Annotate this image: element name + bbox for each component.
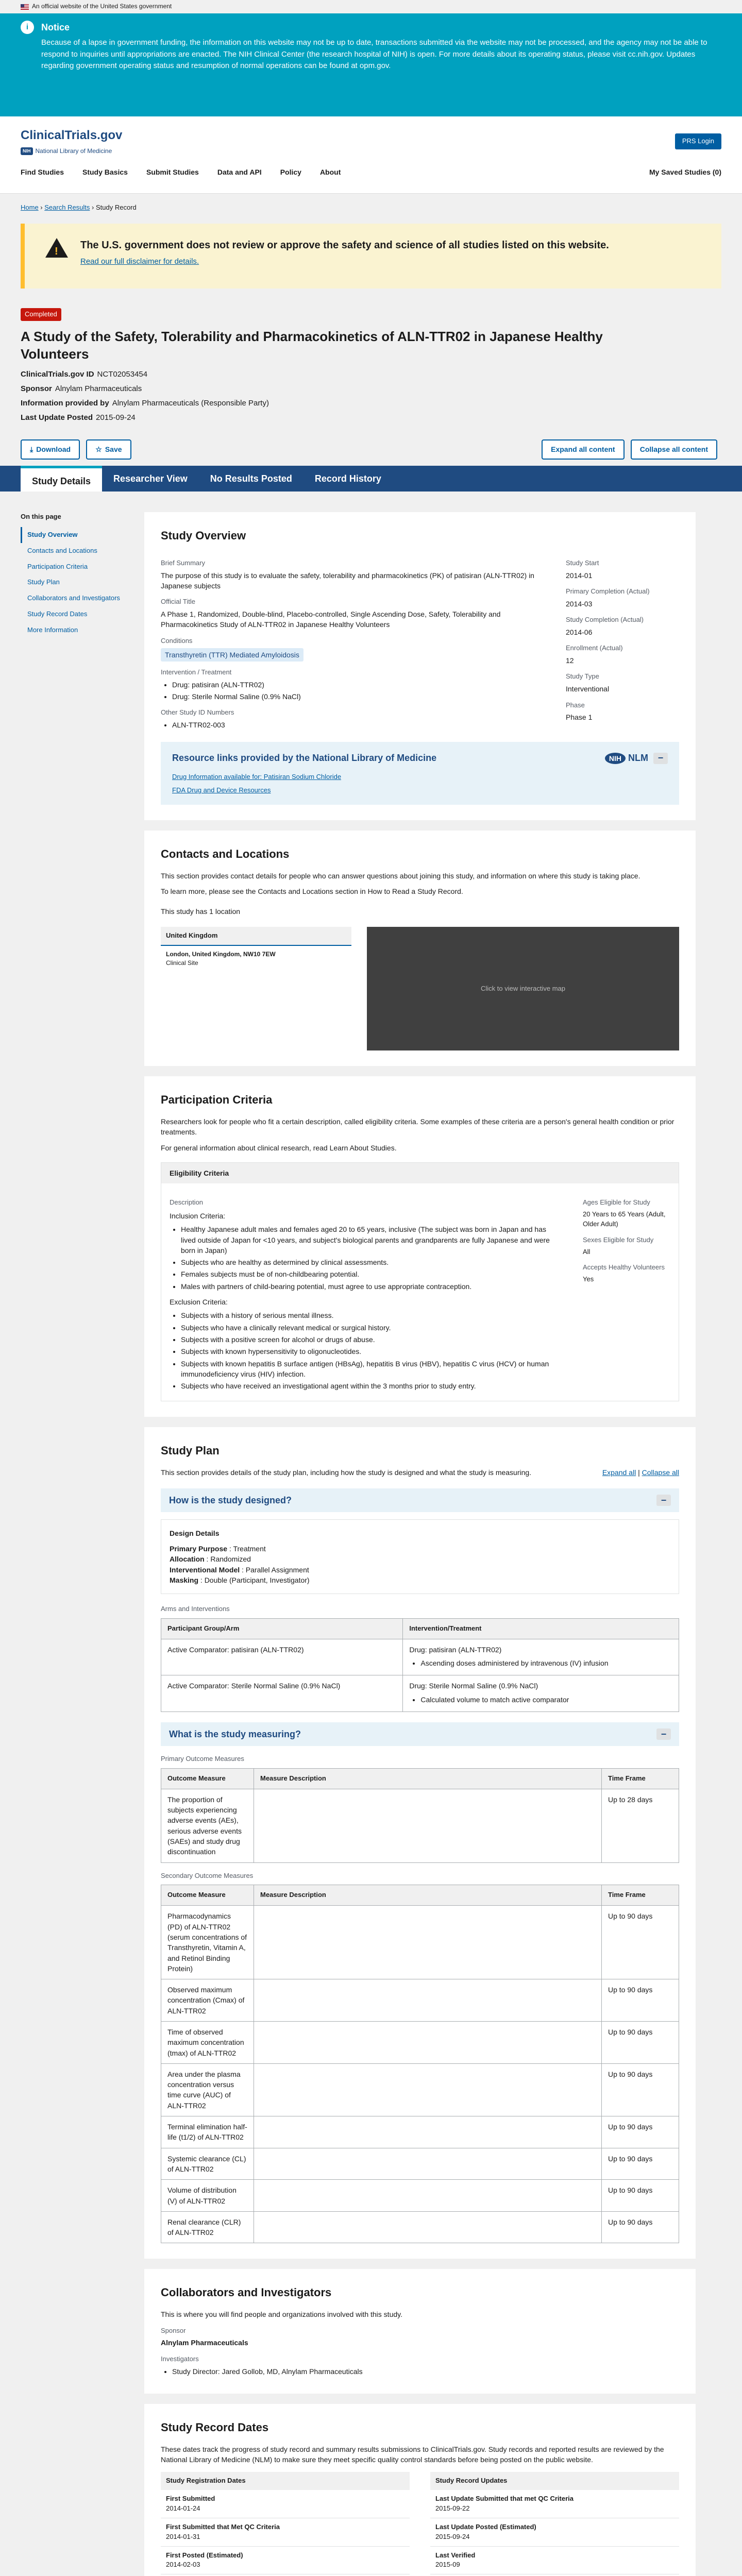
nav-submit-studies[interactable]: Submit Studies bbox=[146, 168, 199, 177]
disclaimer-link[interactable]: Read our full disclaimer for details. bbox=[80, 257, 199, 266]
sidebar-item-dates[interactable]: Study Record Dates bbox=[27, 610, 88, 618]
volunteers-label: Accepts Healthy Volunteers bbox=[583, 1263, 665, 1272]
table-row bbox=[161, 2063, 679, 2116]
fact-label: Study Start bbox=[566, 558, 599, 567]
registration-header: Study Registration Dates bbox=[161, 2472, 410, 2490]
measure-cell: Terminal elimination half-life (t1/2) of ALN-TTR02 bbox=[161, 2116, 254, 2148]
collaborators-section bbox=[144, 2269, 696, 2393]
brief-label: Brief Summary bbox=[161, 558, 205, 567]
exclusion-item: • Subjects with known hypersensitivity to oligonucleotides. bbox=[181, 1346, 562, 1357]
updated-label: Last Update Posted bbox=[21, 413, 93, 422]
plan-expand-all[interactable]: Expand all bbox=[602, 1468, 636, 1477]
updated-value: 2015-09-24 bbox=[96, 413, 136, 422]
conditions-label: Conditions bbox=[161, 636, 193, 645]
date-value: 2015-09-22 bbox=[435, 2504, 470, 2513]
outcome-col-header: Measure Description bbox=[254, 1769, 602, 1789]
overview-title: Study Overview bbox=[161, 529, 246, 542]
description-cell bbox=[254, 2116, 602, 2148]
location-sub: Clinical Site bbox=[166, 959, 198, 967]
nlm-logo-icon: NIH bbox=[605, 753, 626, 764]
inclusion-item: • Males with partners of child-bearing potential, must agree to use appropriate contraception. bbox=[181, 1281, 562, 1292]
notice-text: Because of a lapse in government funding, the information on this website may not be up to date, transactions submitted via the website may not be processed, and the agency may not be able to respond to inquiries until appropriations are enacted. The NIH Clinical Center (the research hospital of NIH) is open. For more details about its operating status, please visit cc.nih.gov. Updates regarding government operating status and resumption of normal operations can be found at opm.gov. bbox=[41, 38, 707, 71]
fact-value: 2014-01 bbox=[566, 571, 593, 580]
eligibility-title: Eligibility Criteria bbox=[161, 1163, 679, 1183]
timeframe-cell: Up to 90 days bbox=[602, 2148, 679, 2180]
exclusion-item: • Subjects with a positive screen for alcohol or drugs of abuse. bbox=[181, 1334, 562, 1345]
date-row bbox=[430, 2518, 679, 2547]
secondary-outcome-table bbox=[161, 1885, 679, 2243]
description-cell bbox=[254, 2211, 602, 2243]
location-text: London, United Kingdom, NW10 7EW bbox=[166, 950, 276, 958]
tab-researcher-view[interactable]: Researcher View bbox=[113, 473, 188, 484]
sidebar-item-contacts[interactable]: Contacts and Locations bbox=[27, 546, 97, 554]
table-row bbox=[161, 1906, 679, 1979]
intervention-detail: • Calculated volume to match active comparator bbox=[420, 1694, 672, 1705]
timeframe-cell: Up to 90 days bbox=[602, 2021, 679, 2063]
info-label: Information provided by bbox=[21, 398, 109, 408]
outcome-col-header: Outcome Measure bbox=[161, 1885, 254, 1906]
contacts-section bbox=[144, 831, 696, 1066]
timeframe-cell: Up to 90 days bbox=[602, 1979, 679, 2022]
inclusion-item: • Subjects who are healthy as determined by clinical assessments. bbox=[181, 1257, 562, 1267]
notice-banner bbox=[0, 13, 742, 116]
date-row bbox=[161, 2547, 410, 2575]
breadcrumb: Home › Search Results › Study Record bbox=[21, 204, 137, 211]
download-button[interactable] bbox=[21, 439, 80, 459]
date-key: Last Update Submitted that met QC Criteria bbox=[435, 2495, 574, 2503]
table-row bbox=[161, 1675, 679, 1712]
country-header: United Kingdom bbox=[161, 927, 351, 946]
table-row bbox=[161, 1789, 679, 1862]
other-ids-label: Other Study ID Numbers bbox=[161, 708, 234, 717]
download-icon: ⤓ bbox=[30, 445, 33, 454]
design-key: Primary Purpose bbox=[170, 1545, 228, 1553]
plan-intro: This section provides details of the study plan, including how the study is designed and what the study is measuring. bbox=[161, 1468, 532, 1477]
volunteers-value: Yes bbox=[583, 1275, 594, 1283]
measure-cell: Area under the plasma concentration versus time curve (AUC) of ALN-TTR02 bbox=[161, 2063, 254, 2116]
fda-link[interactable]: FDA Drug and Device Resources bbox=[172, 786, 271, 794]
design-key: Interventional Model bbox=[170, 1565, 240, 1574]
measure-cell: Renal clearance (CLR) of ALN-TTR02 bbox=[161, 2211, 254, 2243]
brief-summary: The purpose of this study is to evaluate the safety, tolerability and pharmacokinetics (PK) of patisiran (ALN-TTR02) in Japanese subjects bbox=[161, 571, 534, 590]
main-nav bbox=[21, 167, 721, 177]
breadcrumb-current: Study Record bbox=[95, 204, 137, 211]
collab-sponsor-label: Sponsor bbox=[161, 2326, 186, 2334]
date-key: Last Verified bbox=[435, 2551, 476, 2559]
measure-cell: Observed maximum concentration (Cmax) of ALN-TTR02 bbox=[161, 1979, 254, 2022]
design-value: Randomized bbox=[210, 1555, 251, 1564]
study-id-row bbox=[21, 369, 721, 380]
ages-value: 20 Years to 65 Years (Adult, Older Adult) bbox=[583, 1210, 666, 1228]
design-accordion[interactable] bbox=[161, 1488, 679, 1512]
design-row: Primary Purpose : Treatment bbox=[170, 1545, 266, 1553]
measure-accordion[interactable] bbox=[161, 1722, 679, 1746]
plan-collapse-all[interactable]: Collapse all bbox=[642, 1468, 679, 1477]
design-key: Masking bbox=[170, 1575, 199, 1584]
description-cell bbox=[254, 1789, 602, 1862]
sponsor-label: Sponsor bbox=[21, 384, 52, 394]
intervention-item: • Drug: patisiran (ALN-TTR02) bbox=[172, 680, 545, 690]
study-header bbox=[0, 289, 742, 466]
inclusion-item: • Females subjects must be of non-childbearing potential. bbox=[181, 1269, 562, 1279]
date-row bbox=[161, 2490, 410, 2518]
timeframe-cell: Up to 90 days bbox=[602, 2063, 679, 2116]
description-cell bbox=[254, 1979, 602, 2022]
timeframe-cell: Up to 90 days bbox=[602, 2211, 679, 2243]
date-value: 2014-01-31 bbox=[166, 2532, 200, 2540]
table-row bbox=[161, 2116, 679, 2148]
updated-row bbox=[21, 412, 721, 423]
contacts-learn-link[interactable]: To learn more, please see the Contacts and Locations section in How to Read a Study Record. bbox=[161, 887, 463, 896]
date-value: 2015-09-24 bbox=[435, 2532, 470, 2540]
condition-chip[interactable]: Transthyretin (TTR) Mediated Amyloidosis bbox=[161, 648, 303, 662]
resources-title: Resource links provided by the National Library of Medicine bbox=[172, 753, 437, 764]
inclusion-item: • Healthy Japanese adult males and females aged 20 to 65 years, inclusive (The subject was born in Japan and has lived outside of Japan for <10 years, and subject's biological parents and grandparents are fully Japanese and were born in Japan) bbox=[181, 1224, 562, 1256]
study-tabs bbox=[0, 466, 742, 492]
dates-title: Study Record Dates bbox=[161, 2420, 269, 2434]
table-row bbox=[161, 2021, 679, 2063]
nav-find-studies[interactable]: Find Studies bbox=[21, 168, 64, 177]
location-map[interactable] bbox=[367, 927, 679, 1050]
investigator-item: • Study Director: Jared Gollob, MD, Alnylam Pharmaceuticals bbox=[172, 2366, 679, 2377]
collapse-icon: − bbox=[656, 1728, 671, 1740]
primary-outcome-table bbox=[161, 1768, 679, 1863]
save-label: Save bbox=[105, 445, 122, 454]
criteria-intro: Researchers look for people who fit a certain description, called eligibility criteria. Some examples of these criteria are a person's general health condition or prior treatments. bbox=[161, 1117, 674, 1137]
design-value: Double (Participant, Investigator) bbox=[204, 1575, 310, 1584]
intervention-detail: • Ascending doses administered by intravenous (IV) infusion bbox=[420, 1658, 672, 1668]
other-id-item: • ALN-TTR02-003 bbox=[172, 720, 545, 730]
design-row: Interventional Model : Parallel Assignment bbox=[170, 1565, 309, 1574]
timeframe-cell: Up to 90 days bbox=[602, 2116, 679, 2148]
study-overview-section bbox=[144, 512, 696, 820]
id-label: ClinicalTrials.gov ID bbox=[21, 370, 94, 379]
table-row bbox=[161, 2211, 679, 2243]
timeframe-cell: Up to 90 days bbox=[602, 1906, 679, 1979]
table-row bbox=[161, 2180, 679, 2212]
sidebar-title: On this page bbox=[21, 513, 61, 520]
breadcrumb-search[interactable]: Search Results bbox=[44, 204, 90, 211]
fact-value: Phase 1 bbox=[566, 713, 593, 722]
gov-banner-text: An official website of the United States government bbox=[32, 3, 172, 10]
design-question: How is the study designed? bbox=[169, 1495, 292, 1505]
sidebar-item-more[interactable]: More Information bbox=[27, 625, 78, 634]
design-details-box bbox=[161, 1519, 679, 1594]
exclusion-item: • Subjects who have a clinically relevant medical or surgical history. bbox=[181, 1323, 562, 1333]
outcome-col-header: Time Frame bbox=[602, 1885, 679, 1906]
plan-title: Study Plan bbox=[161, 1444, 220, 1458]
description-label: Description bbox=[170, 1198, 204, 1207]
arm-cell: Active Comparator: Sterile Normal Saline (0.9% NaCl) bbox=[161, 1675, 403, 1712]
date-row bbox=[430, 2547, 679, 2575]
timeframe-cell: Up to 28 days bbox=[602, 1789, 679, 1862]
info-value: Alnylam Pharmaceuticals (Responsible Party) bbox=[112, 398, 269, 408]
status-badge: Completed bbox=[21, 308, 61, 321]
fact-value: 2014-03 bbox=[566, 599, 593, 608]
date-value: 2015-09 bbox=[435, 2561, 460, 2569]
secondary-label: Secondary Outcome Measures bbox=[161, 1871, 254, 1879]
criteria-section bbox=[144, 1076, 696, 1417]
disclaimer-box bbox=[21, 224, 721, 289]
prs-login-button[interactable]: PRS Login bbox=[675, 133, 721, 149]
date-key: First Submitted that Met QC Criteria bbox=[166, 2522, 280, 2531]
measure-question: What is the study measuring? bbox=[169, 1729, 301, 1740]
intervention-item: • Drug: Sterile Normal Saline (0.9% NaCl) bbox=[172, 691, 545, 702]
sidebar-item-collaborators[interactable]: Collaborators and Investigators bbox=[27, 594, 120, 602]
on-this-page-nav bbox=[21, 512, 124, 2576]
notice-title: Notice bbox=[41, 22, 70, 32]
date-key: Last Update Posted (Estimated) bbox=[435, 2522, 536, 2531]
intervention-cell bbox=[403, 1675, 679, 1712]
record-dates-section bbox=[144, 2404, 696, 2576]
nav-policy[interactable]: Policy bbox=[280, 168, 301, 177]
date-key: First Submitted bbox=[166, 2495, 215, 2503]
collapse-icon: − bbox=[656, 1495, 671, 1506]
nav-study-basics[interactable]: Study Basics bbox=[82, 168, 128, 177]
fact-label: Phase bbox=[566, 701, 585, 709]
description-cell bbox=[254, 2021, 602, 2063]
design-value: Treatment bbox=[233, 1545, 266, 1553]
exclusion-label: Exclusion Criteria: bbox=[170, 1298, 228, 1307]
collapse-toggle-icon[interactable]: − bbox=[653, 753, 668, 764]
description-cell bbox=[254, 1906, 602, 1979]
table-row bbox=[161, 2148, 679, 2180]
arms-col-header: Participant Group/Arm bbox=[161, 1619, 403, 1639]
download-label: Download bbox=[36, 445, 71, 454]
table-row bbox=[161, 1979, 679, 2022]
measure-cell: Systemic clearance (CL) of ALN-TTR02 bbox=[161, 2148, 254, 2180]
drug-info-link[interactable]: Drug Information available for: Patisiran Sodium Chloride bbox=[172, 772, 342, 781]
measure-cell: Time of observed maximum concentration (tmax) of ALN-TTR02 bbox=[161, 2021, 254, 2063]
study-id: NCT02053454 bbox=[97, 370, 148, 379]
arm-cell: Active Comparator: patisiran (ALN-TTR02) bbox=[161, 1639, 403, 1675]
official-title: A Phase 1, Randomized, Double-blind, Placebo-controlled, Single Ascending Dose, Safety, Tolerability and Pharmacokinetics Study of ALN-TTR02 in Japanese Healthy Volunteers bbox=[161, 610, 501, 629]
saved-studies-link[interactable]: My Saved Studies (0) bbox=[649, 168, 721, 177]
tab-study-details[interactable]: Study Details bbox=[21, 466, 102, 492]
description-cell bbox=[254, 2063, 602, 2116]
exclusion-item: • Subjects who have received an investigational agent within the 3 months prior to study entry. bbox=[181, 1381, 562, 1391]
resource-links-box bbox=[161, 742, 679, 805]
criteria-title: Participation Criteria bbox=[161, 1093, 273, 1107]
arms-col-header: Intervention/Treatment bbox=[403, 1619, 679, 1639]
expand-all-button[interactable]: Expand all content bbox=[542, 439, 624, 459]
arms-label: Arms and Interventions bbox=[161, 1605, 230, 1613]
tab-results[interactable]: No Results Posted bbox=[210, 473, 292, 484]
bookmark-icon: ☆ bbox=[95, 445, 102, 454]
location-item[interactable] bbox=[161, 946, 351, 972]
sponsor-row bbox=[21, 383, 721, 395]
nav-about[interactable]: About bbox=[319, 168, 341, 177]
disclaimer-title: The U.S. government does not review or approve the safety and science of all studies listed on this website. bbox=[80, 240, 609, 251]
timeframe-cell: Up to 90 days bbox=[602, 2180, 679, 2212]
inclusion-label: Inclusion Criteria: bbox=[170, 1211, 226, 1220]
official-label: Official Title bbox=[161, 598, 195, 606]
site-header bbox=[0, 116, 742, 194]
date-row bbox=[161, 2518, 410, 2547]
design-label: Design Details bbox=[170, 1529, 220, 1537]
arms-table bbox=[161, 1618, 679, 1712]
collab-intro: This is where you will find people and organizations involved with this study. bbox=[161, 2310, 402, 2319]
fact-value: 2014-06 bbox=[566, 628, 593, 637]
design-key: Allocation bbox=[170, 1555, 205, 1564]
criteria-general[interactable]: For general information about clinical research, read Learn About Studies. bbox=[161, 1143, 397, 1152]
fact-value: 12 bbox=[566, 656, 574, 665]
nlm-link[interactable] bbox=[21, 147, 122, 156]
breadcrumb-home[interactable]: Home bbox=[21, 204, 39, 211]
study-title: A Study of the Safety, Tolerability and Pharmacokinetics of ALN-TTR02 in Japanese Healthy Volunteers bbox=[21, 328, 603, 362]
outcome-col-header: Time Frame bbox=[602, 1769, 679, 1789]
measure-cell: Volume of distribution (V) of ALN-TTR02 bbox=[161, 2180, 254, 2212]
study-plan-section: Study Plan This section provides details of the study plan, including how the study is designed and what the study is measuring. Expand all | Collapse all How is the study designed? − Design Details Primary Purpose : Treatment Allocation : Randomized Interventional Model : Parallel Assignment Masking : Double (Participant, Investigator) Arms and Interventions Participant Group/Arm Intervention/Treatment Active Comparator: patisiran (ALN-TTR02) Drug: patisiran (ALN-TTR02) • Ascending doses administered by intravenous (IV) infusion Active Comparator: Sterile Normal Saline (0.9% NaCl) Drug: Sterile Normal Saline (0.9% NaCl) • Calculated volume to match active comparator What is the study measuring? − Primary Outcome Measures Outcome Measure Measure Description Time Frame The proportion of subjects experiencing adverse events (AEs), serious adverse events (SAEs) and study drug discontinuation Up to 28 days Secondary Outcome Measures Outcome Measure Measure Description Time Frame Pharmacodynamics (PD) of ALN-TTR02 (serum concentrations of Transthyretin, Vitamin A, and Retinol Binding Protein) Up to 90 days Observed maximum concentration (Cmax) of ALN-TTR02 Up to 90 days Time of observed maximum concentration (tmax) of ALN-TTR02 Up to 90 days Area under the plasma concentration versus time curve (AUC) of ALN-TTR02 Up to 90 days Terminal elimination half-life (t1/2) of ALN-TTR02 Up to 90 days Systemic clearance (CL) of ALN-TTR02 Up to 90 days Volume of distribution (V) of ALN-TTR02 Up to 90 days Renal clearance (CLR) of ALN-TTR02 Up to 90 days bbox=[144, 1427, 696, 2259]
intervention-text: Drug: patisiran (ALN-TTR02) bbox=[409, 1645, 502, 1654]
outcome-col-header: Outcome Measure bbox=[161, 1769, 254, 1789]
intervention-label: Intervention / Treatment bbox=[161, 668, 232, 676]
nlm-icon: NIH bbox=[21, 147, 33, 155]
design-row: Masking : Double (Participant, Investigator) bbox=[170, 1575, 310, 1584]
nlm-label: NLM bbox=[628, 753, 648, 764]
updates-header: Study Record Updates bbox=[430, 2472, 679, 2490]
exclusion-item: • Subjects with a history of serious mental illness. bbox=[181, 1310, 562, 1320]
gov-banner bbox=[0, 0, 742, 13]
date-value: 2014-02-03 bbox=[166, 2561, 200, 2569]
fact-label: Study Type bbox=[566, 672, 599, 681]
nlm-text: National Library of Medicine bbox=[35, 147, 112, 155]
fact-label: Primary Completion (Actual) bbox=[566, 587, 650, 596]
description-cell bbox=[254, 2180, 602, 2212]
sponsor-value: Alnylam Pharmaceuticals bbox=[55, 384, 142, 394]
date-value: 2014-01-24 bbox=[166, 2504, 200, 2513]
fact-value: Interventional bbox=[566, 685, 610, 693]
fact-label: Study Completion (Actual) bbox=[566, 616, 644, 624]
contacts-title: Contacts and Locations bbox=[161, 848, 290, 861]
measure-cell: Pharmacodynamics (PD) of ALN-TTR02 (serum concentrations of Transthyretin, Vitamin A, and Retinol Binding Protein) bbox=[161, 1906, 254, 1979]
intervention-text: Drug: Sterile Normal Saline (0.9% NaCl) bbox=[409, 1682, 538, 1690]
collab-title: Collaborators and Investigators bbox=[161, 2286, 332, 2299]
save-button[interactable] bbox=[86, 439, 131, 459]
date-row bbox=[430, 2490, 679, 2518]
collab-sponsor: Alnylam Pharmaceuticals bbox=[161, 2338, 248, 2347]
outcome-col-header: Measure Description bbox=[254, 1885, 602, 1906]
sidebar-item-overview[interactable]: Study Overview bbox=[21, 527, 124, 543]
info-row bbox=[21, 398, 721, 409]
contacts-intro: This section provides contact details for people who can answer questions about joining this study, and information on where this study is taking place. bbox=[161, 872, 640, 880]
table-row bbox=[161, 1639, 679, 1675]
sexes-value: All bbox=[583, 1247, 591, 1256]
design-value: Parallel Assignment bbox=[245, 1565, 309, 1574]
us-flag-icon bbox=[21, 4, 29, 10]
overview-facts bbox=[566, 552, 679, 732]
fact-label: Enrollment (Actual) bbox=[566, 644, 623, 652]
investigators-label: Investigators bbox=[161, 2354, 199, 2363]
description-cell bbox=[254, 2148, 602, 2180]
sidebar-item-plan[interactable]: Study Plan bbox=[27, 578, 60, 586]
tab-record-history[interactable]: Record History bbox=[314, 473, 381, 484]
sexes-label: Sexes Eligible for Study bbox=[583, 1235, 654, 1244]
warning-icon: ! bbox=[45, 238, 68, 258]
sidebar-item-criteria[interactable]: Participation Criteria bbox=[27, 562, 88, 570]
location-count: This study has 1 location bbox=[161, 907, 241, 916]
info-icon: i bbox=[21, 21, 34, 34]
exclusion-item: • Subjects with known hepatitis B surface antigen (HBsAg), hepatitis B virus (HBV), hepatitis C virus (HCV) or human immunodeficiency virus (HIV) infection. bbox=[181, 1359, 562, 1380]
ages-label: Ages Eligible for Study bbox=[583, 1198, 650, 1207]
intervention-cell bbox=[403, 1639, 679, 1675]
primary-label: Primary Outcome Measures bbox=[161, 1755, 244, 1763]
design-row: Allocation : Randomized bbox=[170, 1555, 251, 1564]
nav-data-api[interactable]: Data and API bbox=[217, 168, 262, 177]
measure-cell: The proportion of subjects experiencing adverse events (AEs), serious adverse events (SAEs) and study drug discontinuation bbox=[161, 1789, 254, 1862]
map-label: Click to view interactive map bbox=[481, 984, 565, 992]
site-logo[interactable]: ClinicalTrials.gov bbox=[21, 128, 123, 142]
date-key: First Posted (Estimated) bbox=[166, 2551, 243, 2559]
collapse-all-button[interactable]: Collapse all content bbox=[631, 439, 717, 459]
dates-intro: These dates track the progress of study record and summary results submissions to ClinicalTrials.gov. Study records and reported results are reviewed by the National Library of Medicine (NLM) to make sure they meet specific quality control standards before being posted on the public website. bbox=[161, 2445, 664, 2464]
